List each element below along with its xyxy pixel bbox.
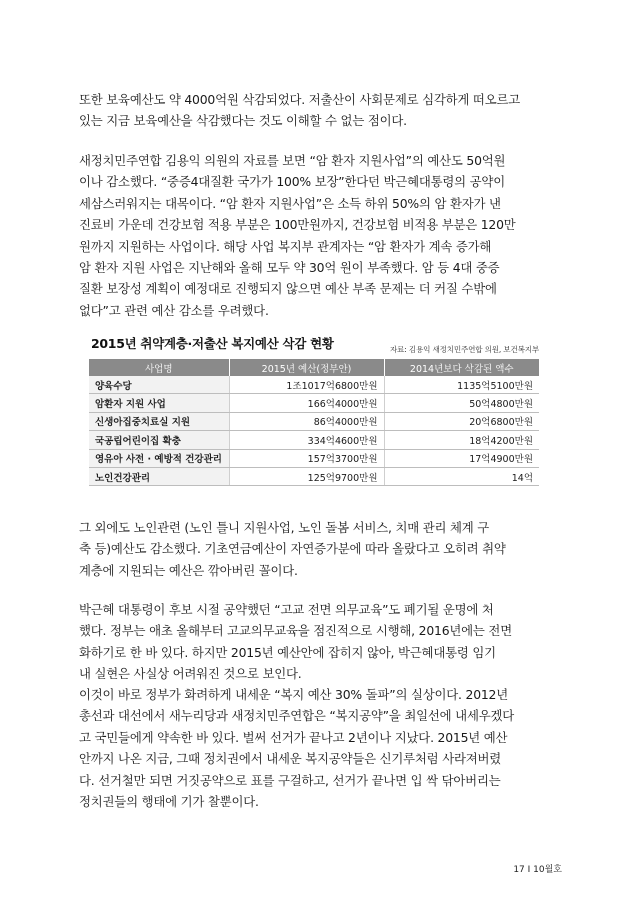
program-name-cell: 신생아집중치료실 지원 <box>89 412 229 430</box>
text-line: 총선과 대선에서 새누리당과 새정치민주연합은 “복지공약”을 최일선에 내세우겠다 <box>79 708 515 724</box>
text-line: 세삼스러워지는 대목이다. “암 환자 지원사업”은 소득 하위 50%의 암 환자가 낸 <box>79 195 501 211</box>
table-row <box>89 394 539 412</box>
cut-cell: 14억 <box>384 467 539 485</box>
paragraph-elderly-budget <box>79 517 561 581</box>
column-header-cut-amount: 2014년보다 삭감된 액수 <box>384 359 539 376</box>
budget-cell: 157억3700만원 <box>229 449 384 467</box>
cut-cell: 1135억5100만원 <box>384 376 539 394</box>
budget-cell: 1조1017억6800만원 <box>229 376 384 394</box>
paragraph-childcare-budget <box>79 89 561 132</box>
table-header-row <box>89 359 539 376</box>
table-row <box>89 431 539 449</box>
page-footer: 17 I 10월호 <box>513 865 562 875</box>
text-line: 고 국민들에게 약속한 바 있다. 벌써 선거가 끝나고 2년이나 지났다. 2015년 예산 <box>79 729 508 745</box>
program-name-cell: 노인건강관리 <box>89 467 229 485</box>
text-line: 진료비 가운데 건강보험 적용 부분은 100만원까지, 건강보험 비적용 부분은 120만 <box>79 217 516 233</box>
column-header-budget-2015: 2015년 예산(정부안) <box>229 359 384 376</box>
column-header-program: 사업명 <box>89 359 229 376</box>
text-line: 다. 선거철만 되면 거짓공약으로 표를 구걸하고, 선거가 끝나면 입 싹 닦아버리는 <box>79 772 501 788</box>
text-line: 또한 보육예산도 약 4000억원 삭감되었다. 저출산이 사회문제로 심각하게 떠오르고 <box>79 92 520 107</box>
program-name-cell: 영유아 사전 · 예방적 건강관리 <box>89 449 229 467</box>
text-line: 안까지 나온 지금, 그때 정치권에서 내세운 복지공약들은 신기루처럼 사라져버렸 <box>79 751 502 767</box>
budget-cell: 125억9700만원 <box>229 467 384 485</box>
text-line: 했다. 정부는 애초 올해부터 고교의무교육을 점진적으로 시행해, 2016년에는 전면 <box>79 623 512 639</box>
budget-cut-figure <box>89 334 539 494</box>
table-row <box>89 412 539 430</box>
text-line: 그 외에도 노인관련 (노인 틀니 지원사업, 노인 돌봄 서비스, 치매 관리 체계 구 <box>79 520 490 535</box>
table-row <box>89 467 539 485</box>
budget-cell: 166억4000만원 <box>229 394 384 412</box>
budget-cut-table <box>89 359 539 486</box>
text-line: 암 환자 지원 사업은 지난해와 올해 모두 약 30억 원이 부족했다. 암 등 4대 중증 <box>79 259 500 275</box>
paragraph-cancer-support <box>79 150 561 321</box>
text-line: 정치권들의 행태에 기가 찰뿐이다. <box>79 793 259 809</box>
cut-cell: 18억4200만원 <box>384 431 539 449</box>
program-name-cell: 암환자 지원 사업 <box>89 394 229 412</box>
text-line: 이나 감소했다. “중증4대질환 국가가 100% 보장”한다던 박근혜대통령의 공약이 <box>79 174 505 190</box>
table-row <box>89 376 539 394</box>
budget-cell: 86억4000만원 <box>229 412 384 430</box>
cut-cell: 50억4800만원 <box>384 394 539 412</box>
cut-cell: 17억4900만원 <box>384 449 539 467</box>
text-line: 이것이 바로 정부가 화려하게 내세운 “복지 예산 30% 돌파”의 실상이다. 2012년 <box>79 687 509 702</box>
text-line: 화하기로 한 바 있다. 하지만 2015년 예산안에 잡히지 않아, 박근혜대통령 임기 <box>79 644 496 660</box>
text-line: 원까지 지원하는 사업이다. 해당 사업 복지부 관계자는 “암 환자가 계속 증가해 <box>79 238 492 254</box>
text-line: 박근혜 대통령이 후보 시절 공약했던 “고교 전면 의무교육”도 폐기될 운명에 처 <box>79 602 494 617</box>
figure-title: 2015년 취약계층·저출산 복지예산 삭감 현황 <box>91 336 334 351</box>
text-line: 축 등)예산도 감소했다. 기초연금예산이 자연증가분에 따라 올랐다고 오히려 취약 <box>79 541 506 557</box>
program-name-cell: 국공립어린이집 확충 <box>89 431 229 449</box>
paragraph-free-education <box>79 599 561 685</box>
text-line: 계층에 지원되는 예산은 깎아버린 꼴이다. <box>79 562 298 578</box>
text-line: 있는 지금 보육예산을 삭감했다는 것도 이해할 수 없는 점이다. <box>79 113 407 129</box>
text-line: 내 실현은 사실상 어려워진 것으로 보인다. <box>79 666 302 682</box>
table-row <box>89 449 539 467</box>
text-line: 새정치민주연합 김용익 의원의 자료를 보면 “암 환자 지원사업”의 예산도 50억원 <box>79 153 506 168</box>
text-line: 질환 보장성 계획이 예정대로 진행되지 않으면 예산 부족 문제는 더 커질 수밖에 <box>79 281 497 297</box>
cut-cell: 20억6800만원 <box>384 412 539 430</box>
figure-source: 자료: 김용익 새정치민주연합 의원, 보건복지부 <box>389 345 539 354</box>
text-line: 없다”고 관련 예산 감소를 우려했다. <box>79 302 269 318</box>
program-name-cell: 양육수당 <box>89 376 229 394</box>
budget-cell: 334억4600만원 <box>229 431 384 449</box>
paragraph-welfare-pledges <box>79 684 561 812</box>
